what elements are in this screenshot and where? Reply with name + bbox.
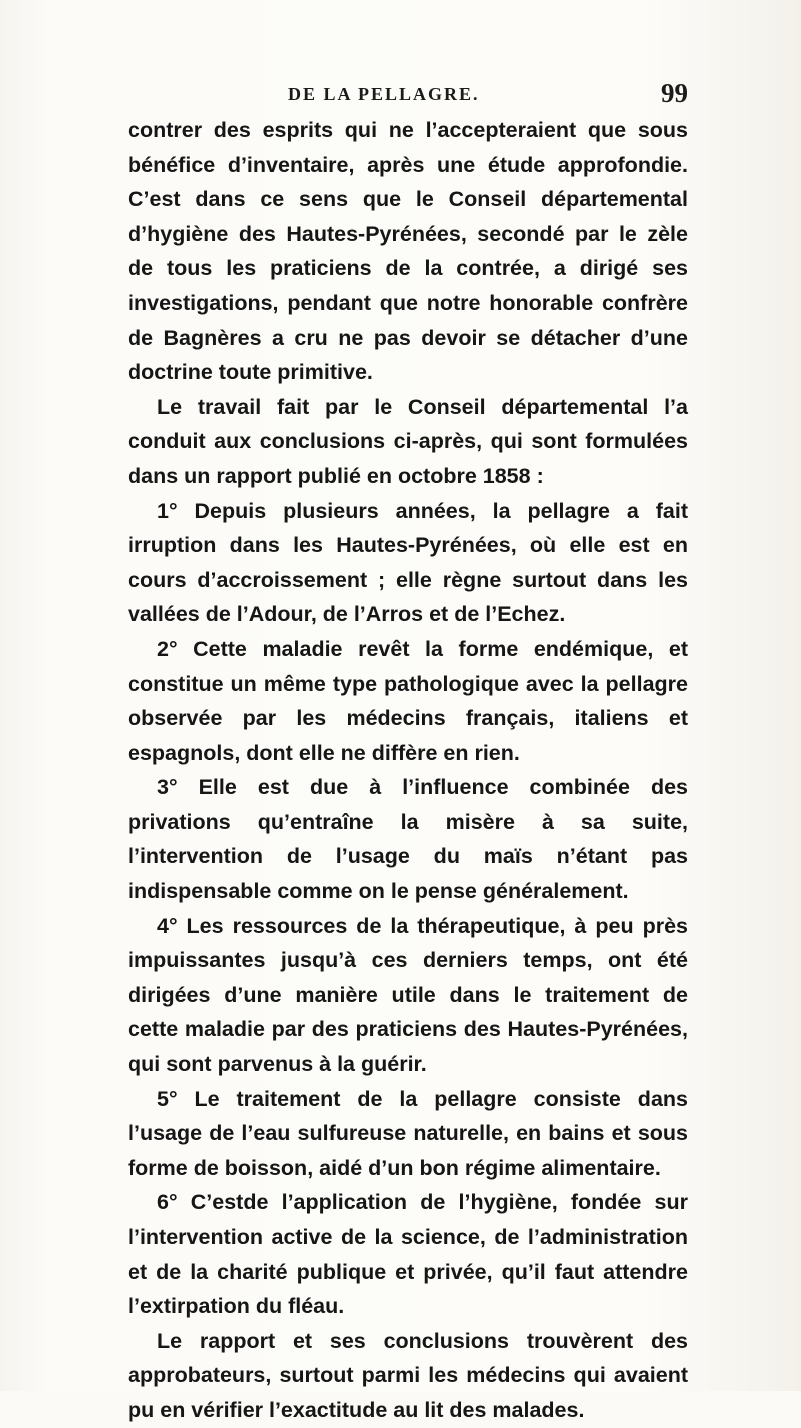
paragraph-conclusion-4: 4° Les ressources de la thérapeutique, à peu près impuissantes jusqu’à ces derniers temps, ont été dirigées d’une manière utile dans le traitement de cette maladie par des praticiens des Hautes-Pyrénées, qui sont parvenus à la guérir. [128, 913, 688, 1077]
page-number: 99 [661, 78, 688, 108]
paragraph-conclusion-2: 2° Cette maladie revêt la forme endémique, et constitue un même type pathologique avec la pellagre observée par les médecins français, italiens et espagnols, dont elle ne diffère en rien. [128, 636, 688, 765]
paragraph-conclusion-6: 6° C’estde l’application de l’hygiène, fondée sur l’intervention active de la science, de l’administration et de la charité publique et privée, qu’il faut attendre l’extirpation du fléau. [128, 1190, 688, 1319]
paragraph-closing: Le rapport et ses conclusions trouvèrent des approbateurs, surtout parmi les médecins qui avaient pu en vérifier l’exactitude au lit des malades. [128, 1328, 688, 1422]
paragraph-continuation: contrer des esprits qui ne l’accepteraient que sous bénéfice d’inventaire, après une étude approfondie. C’est dans ce sens que le Conseil départemental d’hygiène des Hautes-Pyrénées, secondé par le zèle de tous les praticiens de la contrée, a dirigé ses investigations, pendant que notre honorable confrère de Bagnères a cru ne pas devoir se détacher d’une doctrine toute primitive. [128, 118, 688, 385]
page-header [128, 78, 688, 112]
running-title: DE LA PELLAGRE. [288, 84, 480, 104]
paragraph-conclusion-3: 3° Elle est due à l’influence combinée des privations qu’entraîne la misère à sa suite, l’intervention de l’usage du maïs n’étant pas indispensable comme on le pense généralement. [128, 775, 688, 904]
paragraph-conclusion-5: 5° Le traitement de la pellagre consiste dans l’usage de l’eau sulfureuse naturelle, en bains et sous forme de boisson, aidé d’un bon régime alimentaire. [128, 1086, 688, 1180]
paragraph-conclusion-1: 1° Depuis plusieurs années, la pellagre a fait irruption dans les Hautes-Pyrénées, où elle est en cours d’accroissement ; elle règne surtout dans les vallées de l’Adour, de l’Arros et de l’Echez. [128, 498, 688, 627]
body-text [128, 113, 688, 1428]
paragraph-report-intro: Le travail fait par le Conseil départemental l’a conduit aux conclusions ci-après, qui sont formulées dans un rapport publié en octobre 1858 : [128, 394, 688, 488]
